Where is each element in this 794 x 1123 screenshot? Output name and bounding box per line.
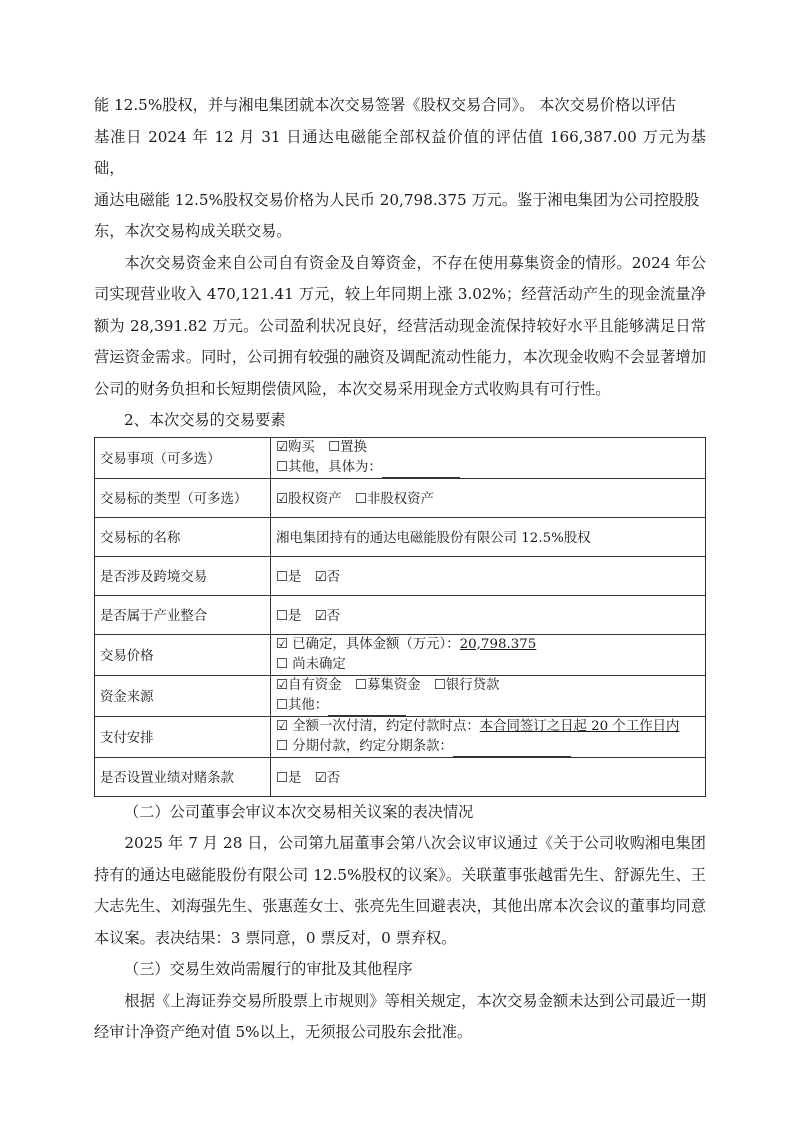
row-value: ☐是 ☑否 bbox=[271, 757, 706, 796]
option-line bbox=[276, 717, 700, 737]
row-key: 是否属于产业整合 bbox=[95, 595, 271, 634]
option-line bbox=[276, 635, 700, 655]
blank-underline bbox=[328, 701, 406, 716]
table-row bbox=[95, 556, 706, 595]
row-value bbox=[271, 437, 706, 478]
table-row bbox=[95, 675, 706, 716]
row-key: 交易事项（可多选） bbox=[95, 437, 271, 478]
blank-underline bbox=[453, 742, 571, 757]
row-value bbox=[271, 675, 706, 716]
paragraph-approval: 根据《上海证券交易所股票上市规则》等相关规定，本次交易金额未达到公司最近一期经审计净资产绝对值 5%以上，无须报公司股东会批准。 bbox=[94, 991, 706, 1041]
blank-underline bbox=[382, 463, 460, 478]
paragraph-line: 通达电磁能 12.5%股权交易价格为人民币 20,798.375 万元。鉴于湘电集团为公司控股股 bbox=[94, 190, 700, 209]
paragraph-line: 基准日 2024 年 12 月 31 日通达电磁能全部权益价值的评估值 166,387.00 万元为基础， bbox=[94, 127, 706, 177]
option-line bbox=[276, 737, 700, 757]
row-key: 资金来源 bbox=[95, 675, 271, 716]
payment-deadline: 本合同签订之日起 20 个工作日内 bbox=[479, 718, 680, 734]
paragraph-line: 东，本次交易构成关联交易。 bbox=[94, 222, 292, 240]
row-value: ☐是 ☑否 bbox=[271, 556, 706, 595]
paragraph-line: 能 12.5%股权，并与湘电集团就本次交易签署《股权交易合同》。 本次交易价格以评估 bbox=[94, 96, 676, 114]
table-row bbox=[95, 757, 706, 796]
table-row bbox=[95, 478, 706, 517]
option-line: ☐ 尚未确定 bbox=[276, 656, 346, 672]
document-page bbox=[94, 90, 706, 1049]
row-value: 湘电集团持有的通达电磁能股份有限公司 12.5%股权 bbox=[271, 517, 706, 556]
section-heading-board-review: （二）公司董事会审议本次交易相关议案的表决情况 bbox=[124, 802, 474, 821]
section-heading-transaction-elements: 2、本次交易的交易要素 bbox=[124, 411, 286, 429]
table-row bbox=[95, 437, 706, 478]
option-line bbox=[276, 458, 700, 478]
row-value bbox=[271, 716, 706, 757]
paragraph-funding: 本次交易资金来自公司自有资金及自筹资金，不存在使用募集资金的情形。2024 年公司实现营业收入 470,121.41 万元，较上年同期上涨 3.02%；经营活动产生的现金流量净额为 28,391.82 万元。公司盈利状况良好，经营活动现金流保持较好水平且能够满足日常营运资金需求。同时，公司拥有较强的融资及调配流动性能力，本次现金收购不会显著增加公司的财务负担和长短期偿债风险，本次交易采用现金方式收购具有可行性。 bbox=[94, 253, 706, 398]
option-text: ☐ 分期付款，约定分期条款： bbox=[276, 738, 453, 754]
row-key: 交易价格 bbox=[95, 634, 271, 675]
option-text: ☐其他，具体为： bbox=[276, 459, 382, 475]
price-value: 20,798.375 bbox=[459, 636, 537, 652]
option-text: ☑ 全额一次付清，约定付款时点： bbox=[276, 718, 480, 734]
option-line bbox=[276, 696, 700, 716]
row-key: 交易标的名称 bbox=[95, 517, 271, 556]
row-value: ☐是 ☑否 bbox=[271, 595, 706, 634]
row-value bbox=[271, 634, 706, 675]
table-row bbox=[95, 716, 706, 757]
table-row bbox=[95, 517, 706, 556]
row-key: 交易标的类型（可多选） bbox=[95, 478, 271, 517]
option-line: ☑自有资金 ☐募集资金 ☐银行贷款 bbox=[276, 677, 500, 693]
option-line: ☑购买 ☐置换 bbox=[276, 439, 367, 455]
paragraph-board-resolution: 2025 年 7 月 28 日，公司第九届董事会第八次会议审议通过《关于公司收购湘电集团持有的通达电磁能股份有限公司 12.5%股权的议案》。关联董事张越雷先生、舒源先生、王大志先生、刘海强先生、张惠莲女士、张亮先生回避表决，其他出席本次会议的董事均同意本议案。表决结果：3 票同意，0 票反对，0 票弃权。 bbox=[94, 834, 706, 947]
row-key: 支付安排 bbox=[95, 716, 271, 757]
option-text: ☐其他： bbox=[276, 697, 329, 713]
table-row bbox=[95, 595, 706, 634]
row-key: 是否设置业绩对赌条款 bbox=[95, 757, 271, 796]
row-value: ☑股权资产 ☐非股权资产 bbox=[271, 478, 706, 517]
option-text: ☑ 已确定，具体金额（万元）： bbox=[276, 636, 460, 652]
table-row bbox=[95, 634, 706, 675]
transaction-elements-table bbox=[94, 437, 706, 797]
section-heading-other-procedures: （三）交易生效尚需履行的审批及其他程序 bbox=[124, 960, 413, 978]
row-key: 是否涉及跨境交易 bbox=[95, 556, 271, 595]
